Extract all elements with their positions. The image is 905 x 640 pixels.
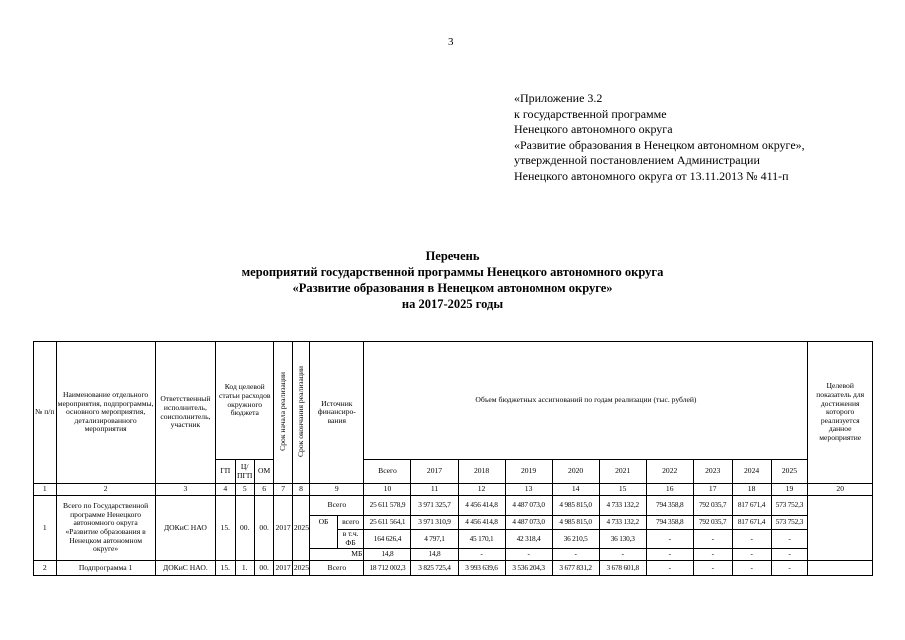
appendix-line: утвержденной постановлением Администрации — [514, 153, 760, 168]
row1-fb-value: 4 797,1 — [411, 530, 458, 549]
header-indicator: Целевой показатель для достижения которого реализуется данное мероприятие — [808, 342, 873, 484]
table-row — [34, 561, 873, 576]
row2-total-value: 3 677 831,2 — [552, 561, 599, 576]
index-cell: 2 — [56, 484, 155, 496]
header-year: 2018 — [458, 460, 505, 484]
index-cell: 12 — [458, 484, 505, 496]
row1-fb-value: - — [693, 530, 732, 549]
index-cell: 10 — [364, 484, 411, 496]
row2-total-value: 3 993 639,6 — [458, 561, 505, 576]
row1-fb-value: 36 130,3 — [599, 530, 646, 549]
header-year: 2020 — [552, 460, 599, 484]
row2-gp: 15. — [216, 561, 235, 576]
header-year: 2024 — [732, 460, 771, 484]
row1-start: 2017 — [274, 496, 292, 561]
index-cell: 5 — [235, 484, 254, 496]
row2-total-value: - — [771, 561, 808, 576]
row1-fb-label: в т.ч. ФБ — [337, 530, 364, 549]
row2-end: 2025 — [292, 561, 309, 576]
index-cell: 17 — [693, 484, 732, 496]
row1-fb-value: - — [646, 530, 693, 549]
header-name: Наименование отдельного мероприятия, подпрограммы, основного мероприятия, детализированного мероприятия — [56, 342, 155, 484]
row1-mb-value: - — [732, 549, 771, 561]
index-cell: 4 — [216, 484, 235, 496]
index-cell: 15 — [599, 484, 646, 496]
index-cell: 19 — [771, 484, 808, 496]
row1-source-total: Всего — [310, 496, 364, 516]
row1-total-value: 573 752,3 — [771, 496, 808, 516]
row1-indicator — [808, 496, 873, 561]
header-end — [292, 342, 309, 484]
row2-indicator — [808, 561, 873, 576]
header-year: 2022 — [646, 460, 693, 484]
row1-ob-value: 4 456 414,8 — [458, 516, 505, 530]
header-responsible: Ответственный исполнитель, соисполнитель, участник — [155, 342, 215, 484]
table-row — [34, 496, 873, 516]
row1-ob-spacer — [310, 530, 338, 549]
row1-total-value: 25 611 578,9 — [364, 496, 411, 516]
row2-total-value: 18 712 002,3 — [364, 561, 411, 576]
document-title — [0, 248, 905, 312]
index-cell: 6 — [254, 484, 273, 496]
header-code-gp: ГП — [216, 460, 235, 484]
row2-total-value: - — [693, 561, 732, 576]
index-cell: 9 — [310, 484, 364, 496]
header-year: 2019 — [505, 460, 552, 484]
row1-fb-value: 164 626,4 — [364, 530, 411, 549]
header-year: 2025 — [771, 460, 808, 484]
row1-ob-value: 3 971 310,9 — [411, 516, 458, 530]
title-line: «Развитие образования в Ненецком автономном округе» — [292, 281, 613, 295]
row1-mb-value: - — [458, 549, 505, 561]
row1-gp: 15. — [216, 496, 235, 561]
row2-om: 00. — [254, 561, 273, 576]
header-source: Источник финансиро-вания — [310, 342, 364, 484]
row1-mb-value: 14,8 — [364, 549, 411, 561]
row1-om: 00. — [254, 496, 273, 561]
row1-cp: 00. — [235, 496, 254, 561]
row1-total-value: 4 487 073,0 — [505, 496, 552, 516]
row2-total-value: 3 825 725,4 — [411, 561, 458, 576]
row1-ob-value: 4 487 073,0 — [505, 516, 552, 530]
header-code-om: ОМ — [254, 460, 273, 484]
row1-ob-total-label: всего — [337, 516, 364, 530]
appendix-line: к государственной программе — [514, 106, 667, 121]
row1-total-value: 4 456 414,8 — [458, 496, 505, 516]
appendix-line: «Приложение 3.2 — [514, 91, 603, 105]
measures-table — [33, 341, 873, 576]
row2-total-value: - — [646, 561, 693, 576]
row2-start: 2017 — [274, 561, 292, 576]
index-cell: 16 — [646, 484, 693, 496]
row1-fb-value: - — [771, 530, 808, 549]
row1-mb-value: - — [552, 549, 599, 561]
row1-fb-value: 36 210,5 — [552, 530, 599, 549]
page-number: 3 — [448, 36, 454, 48]
index-cell: 20 — [808, 484, 873, 496]
header-volume: Объем бюджетных ассигнований по годам реализации (тыс. рублей) — [364, 342, 808, 460]
row1-total-value: 3 971 325,7 — [411, 496, 458, 516]
appendix-line: «Развитие образования в Ненецком автономном округе», — [514, 137, 805, 152]
row1-ob-value: 817 671,4 — [732, 516, 771, 530]
title-line: на 2017-2025 годы — [401, 297, 504, 311]
row1-mb-value: - — [646, 549, 693, 561]
row1-responsible: ДОКиС НАО — [155, 496, 215, 561]
row2-num: 2 — [34, 561, 57, 576]
row2-name: Подпрограмма 1 — [56, 561, 155, 576]
header-code: Код целевой статьи расходов окружного бюджета — [216, 342, 274, 460]
row1-mb-label: МБ — [310, 549, 364, 561]
row2-responsible: ДОКиС НАО. — [155, 561, 215, 576]
header-num: № п/п — [34, 342, 57, 484]
row2-total-value: - — [732, 561, 771, 576]
header-end-text: Срок окончания реализации — [295, 365, 305, 457]
row1-ob-value: 25 611 564,1 — [364, 516, 411, 530]
row1-total-value: 817 671,4 — [732, 496, 771, 516]
row1-ob-label: ОБ — [310, 516, 338, 530]
row1-total-value: 794 358,8 — [646, 496, 693, 516]
row2-total-value: 3 678 601,8 — [599, 561, 646, 576]
index-cell: 7 — [274, 484, 292, 496]
row1-mb-value: - — [771, 549, 808, 561]
appendix-line: Ненецкого автономного округа — [514, 122, 673, 137]
index-cell: 1 — [34, 484, 57, 496]
row1-total-value: 4 733 132,2 — [599, 496, 646, 516]
header-start — [274, 342, 292, 484]
row2-cp: 1. — [235, 561, 254, 576]
row1-ob-value: 792 035,7 — [693, 516, 732, 530]
row1-fb-value: - — [732, 530, 771, 549]
index-cell: 18 — [732, 484, 771, 496]
index-cell: 13 — [505, 484, 552, 496]
row2-total-value: 3 536 204,3 — [505, 561, 552, 576]
index-cell: 3 — [155, 484, 215, 496]
row1-ob-value: 573 752,3 — [771, 516, 808, 530]
row1-fb-value: 42 318,4 — [505, 530, 552, 549]
row1-total-value: 4 985 815,0 — [552, 496, 599, 516]
row1-name: Всего по Государственной программе Ненецкого автономного округа «Развитие образования в Ненецком автономном округе» — [56, 496, 155, 561]
appendix-line: Ненецкого автономного округа от 13.11.2013 № 411-п — [514, 168, 789, 183]
row1-mb-value: - — [599, 549, 646, 561]
row1-total-value: 792 035,7 — [693, 496, 732, 516]
index-cell: 8 — [292, 484, 309, 496]
header-year: Всего — [364, 460, 411, 484]
row1-end: 2025 — [292, 496, 309, 561]
index-cell: 11 — [411, 484, 458, 496]
header-start-text: Срок начала реализации — [277, 371, 287, 451]
index-cell: 14 — [552, 484, 599, 496]
row1-fb-value: 45 170,1 — [458, 530, 505, 549]
row1-ob-value: 794 358,8 — [646, 516, 693, 530]
row1-ob-value: 4 985 815,0 — [552, 516, 599, 530]
row1-mb-value: - — [693, 549, 732, 561]
row1-ob-value: 4 733 132,2 — [599, 516, 646, 530]
header-year: 2017 — [411, 460, 458, 484]
header-year: 2021 — [599, 460, 646, 484]
title-line: мероприятий государственной программы Ненецкого автономного округа — [241, 265, 664, 279]
row1-num: 1 — [34, 496, 57, 561]
row2-source-total: Всего — [310, 561, 364, 576]
row1-mb-value: - — [505, 549, 552, 561]
header-year: 2023 — [693, 460, 732, 484]
header-code-cp: Ц/ ПГП — [235, 460, 254, 484]
appendix-note — [514, 91, 805, 185]
row1-mb-value: 14,8 — [411, 549, 458, 561]
title-line: Перечень — [425, 249, 480, 263]
